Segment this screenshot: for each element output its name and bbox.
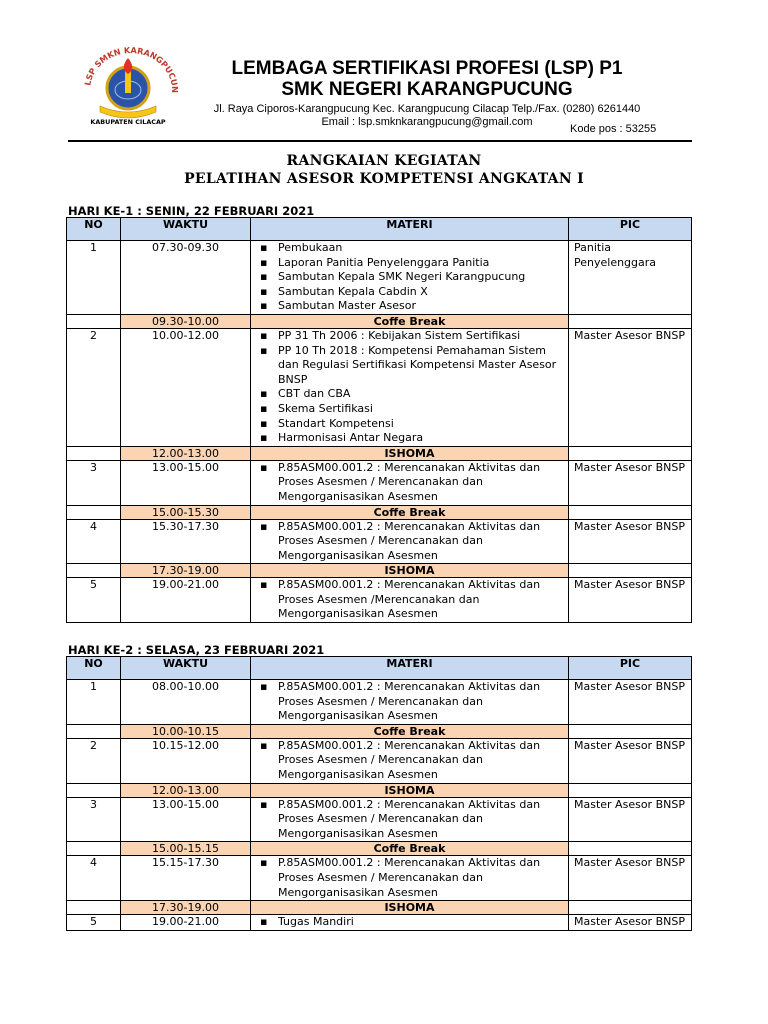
materi-list	[256, 578, 563, 622]
break-row	[67, 724, 692, 738]
materi-cell	[251, 680, 569, 725]
materi-list	[256, 680, 563, 724]
no-cell: 4	[67, 856, 121, 901]
pic-cell: Master Asesor BNSP	[569, 738, 692, 783]
materi-list	[256, 461, 563, 505]
materi-item: ▪ Sambutan Master Asesor	[256, 299, 563, 314]
break-label: Coffe Break	[251, 314, 569, 328]
materi-cell	[251, 797, 569, 842]
materi-cell	[251, 738, 569, 783]
session-row	[67, 680, 692, 725]
materi-item: ▪ Tugas Mandiri	[256, 915, 563, 930]
time-cell: 19.00-21.00	[121, 915, 251, 931]
time-cell: 17.30-19.00	[121, 901, 251, 915]
time-cell: 13.00-15.00	[121, 797, 251, 842]
logo-ring-text: LSP SMKN KARANGPUCUN	[82, 45, 181, 94]
materi-cell	[251, 578, 569, 623]
materi-cell	[251, 915, 569, 931]
time-cell: 15.15-17.30	[121, 856, 251, 901]
col-no: NO	[67, 218, 121, 241]
school-name: SMK NEGERI KARANGPUCUNG	[281, 79, 573, 100]
postal-code: Kode pos : 53255	[570, 123, 657, 135]
lsp-logo	[76, 44, 186, 126]
no-cell	[67, 842, 121, 856]
materi-cell	[251, 328, 569, 446]
materi-item: ▪ PP 31 Th 2006 : Kebijakan Sistem Sertifikasi	[256, 329, 563, 344]
col-waktu: WAKTU	[121, 218, 251, 241]
day2-heading: HARI KE-2 : SELASA, 23 FEBRUARI 2021	[68, 643, 325, 657]
no-cell: 1	[67, 241, 121, 315]
break-label: Coffe Break	[251, 842, 569, 856]
pic-cell	[569, 842, 692, 856]
day2-schedule-table	[66, 656, 692, 931]
pic-cell	[569, 505, 692, 519]
doc-title-line1: RANGKAIAN KEGIATAN	[286, 153, 482, 169]
time-cell: 10.00-10.15	[121, 724, 251, 738]
pic-cell	[569, 314, 692, 328]
email: Email : lsp.smknkarangpucung@gmail.com	[321, 116, 533, 128]
materi-list	[256, 915, 563, 930]
no-cell	[67, 901, 121, 915]
materi-item: ▪ P.85ASM00.001.2 : Merencanakan Aktivitas dan Proses Asesmen / Merencanakan dan Mengorganisasikan Asesmen	[256, 739, 563, 783]
no-cell: 5	[67, 578, 121, 623]
materi-item: ▪ Pembukaan	[256, 241, 563, 256]
no-cell	[67, 446, 121, 460]
materi-item: ▪ Standart Kompetensi	[256, 417, 563, 432]
no-cell: 4	[67, 519, 121, 564]
materi-item: ▪ CBT dan CBA	[256, 387, 563, 402]
no-cell	[67, 505, 121, 519]
time-cell: 10.00-12.00	[121, 328, 251, 446]
session-row	[67, 915, 692, 931]
materi-item: ▪ Skema Sertifikasi	[256, 402, 563, 417]
materi-cell	[251, 856, 569, 901]
address: Jl. Raya Ciporos-Karangpucung Kec. Karangpucung Cilacap Telp./Fax. (0280) 6261440	[213, 103, 641, 115]
break-label: Coffe Break	[251, 724, 569, 738]
no-cell: 1	[67, 680, 121, 725]
pic-cell: Master Asesor BNSP	[569, 915, 692, 931]
materi-item: ▪ P.85ASM00.001.2 : Merencanakan Aktivitas dan Proses Asesmen / Merencanakan dan Mengorganisasikan Asesmen	[256, 520, 563, 564]
time-cell: 17.30-19.00	[121, 564, 251, 578]
materi-list	[256, 798, 563, 842]
time-cell: 19.00-21.00	[121, 578, 251, 623]
materi-cell	[251, 519, 569, 564]
break-label: ISHOMA	[251, 446, 569, 460]
materi-item: ▪ P.85ASM00.001.2 : Merencanakan Aktivitas dan Proses Asesmen / Merencanakan dan Mengorganisasikan Asesmen	[256, 680, 563, 724]
session-row	[67, 519, 692, 564]
no-cell	[67, 783, 121, 797]
materi-list	[256, 520, 563, 564]
no-cell: 2	[67, 738, 121, 783]
materi-item: ▪ P.85ASM00.001.2 : Merencanakan Aktivitas dan Proses Asesmen / Merencanakan dan Mengorganisasikan Asesmen	[256, 856, 563, 900]
materi-cell	[251, 460, 569, 505]
break-row	[67, 314, 692, 328]
doc-title-line2: PELATIHAN ASESOR KOMPETENSI ANGKATAN I	[184, 171, 584, 187]
break-label: ISHOMA	[251, 783, 569, 797]
pic-cell: Master Asesor BNSP	[569, 797, 692, 842]
time-cell: 08.00-10.00	[121, 680, 251, 725]
materi-item: ▪ Harmonisasi Antar Negara	[256, 431, 563, 446]
break-row	[67, 564, 692, 578]
materi-list	[256, 241, 563, 314]
letterhead-divider	[68, 140, 692, 142]
pic-cell	[569, 446, 692, 460]
break-row	[67, 842, 692, 856]
col-no: NO	[67, 657, 121, 680]
break-label: ISHOMA	[251, 564, 569, 578]
col-pic: PIC	[569, 218, 692, 241]
time-cell: 12.00-13.00	[121, 783, 251, 797]
day1-schedule-table	[66, 217, 692, 623]
pic-cell	[569, 783, 692, 797]
letterhead	[192, 58, 662, 129]
no-cell: 5	[67, 915, 121, 931]
break-row	[67, 901, 692, 915]
session-row	[67, 241, 692, 315]
break-label: ISHOMA	[251, 901, 569, 915]
materi-item: ▪ P.85ASM00.001.2 : Merencanakan Aktivitas dan Proses Asesmen / Merencanakan dan Mengorganisasikan Asesmen	[256, 461, 563, 505]
break-row	[67, 783, 692, 797]
no-cell: 3	[67, 797, 121, 842]
break-row	[67, 446, 692, 460]
pic-cell: Master Asesor BNSP	[569, 680, 692, 725]
materi-item: ▪ Laporan Panitia Penyelenggara Panitia	[256, 256, 563, 271]
org-name: LEMBAGA SERTIFIKASI PROFESI (LSP) P1	[231, 58, 623, 79]
pic-cell: Master Asesor BNSP	[569, 856, 692, 901]
col-materi: MATERI	[251, 657, 569, 680]
no-cell	[67, 724, 121, 738]
materi-item: ▪ PP 10 Th 2018 : Kompetensi Pemahaman Sistem dan Regulasi Sertifikasi Kompetensi Master Asesor BNSP	[256, 344, 563, 388]
materi-list	[256, 329, 563, 446]
time-cell: 15.00-15.15	[121, 842, 251, 856]
pic-cell: Master Asesor BNSP	[569, 328, 692, 446]
pic-cell: Panitia Penyelenggara	[569, 241, 692, 315]
time-cell: 09.30-10.00	[121, 314, 251, 328]
session-row	[67, 856, 692, 901]
col-waktu: WAKTU	[121, 657, 251, 680]
day1-heading: HARI KE-1 : SENIN, 22 FEBRUARI 2021	[68, 204, 315, 218]
materi-item: ▪ P.85ASM00.001.2 : Merencanakan Aktivitas dan Proses Asesmen / Merencanakan dan Mengorganisasikan Asesmen	[256, 798, 563, 842]
no-cell: 2	[67, 328, 121, 446]
pic-cell: Master Asesor BNSP	[569, 519, 692, 564]
break-row	[67, 505, 692, 519]
no-cell	[67, 314, 121, 328]
time-cell: 12.00-13.00	[121, 446, 251, 460]
materi-cell	[251, 241, 569, 315]
pic-cell: Master Asesor BNSP	[569, 460, 692, 505]
break-label: Coffe Break	[251, 505, 569, 519]
materi-item: ▪ Sambutan Kepala SMK Negeri Karangpucung	[256, 270, 563, 285]
no-cell: 3	[67, 460, 121, 505]
time-cell: 07.30-09.30	[121, 241, 251, 315]
materi-list	[256, 856, 563, 900]
pic-cell: Master Asesor BNSP	[569, 578, 692, 623]
session-row	[67, 578, 692, 623]
session-row	[67, 460, 692, 505]
time-cell: 15.30-17.30	[121, 519, 251, 564]
col-materi: MATERI	[251, 218, 569, 241]
logo-bottom-text: KABUPATEN CILACAP	[90, 118, 166, 126]
session-row	[67, 328, 692, 446]
session-row	[67, 738, 692, 783]
no-cell	[67, 564, 121, 578]
time-cell: 10.15-12.00	[121, 738, 251, 783]
pic-cell	[569, 901, 692, 915]
pic-cell	[569, 724, 692, 738]
materi-item: ▪ P.85ASM00.001.2 : Merencanakan Aktivitas dan Proses Asesmen /Merencanakan dan Mengorganisasikan Asesmen	[256, 578, 563, 622]
materi-item: ▪ Sambutan Kepala Cabdin X	[256, 285, 563, 300]
pic-cell	[569, 564, 692, 578]
session-row	[67, 797, 692, 842]
time-cell: 15.00-15.30	[121, 505, 251, 519]
time-cell: 13.00-15.00	[121, 460, 251, 505]
col-pic: PIC	[569, 657, 692, 680]
materi-list	[256, 739, 563, 783]
